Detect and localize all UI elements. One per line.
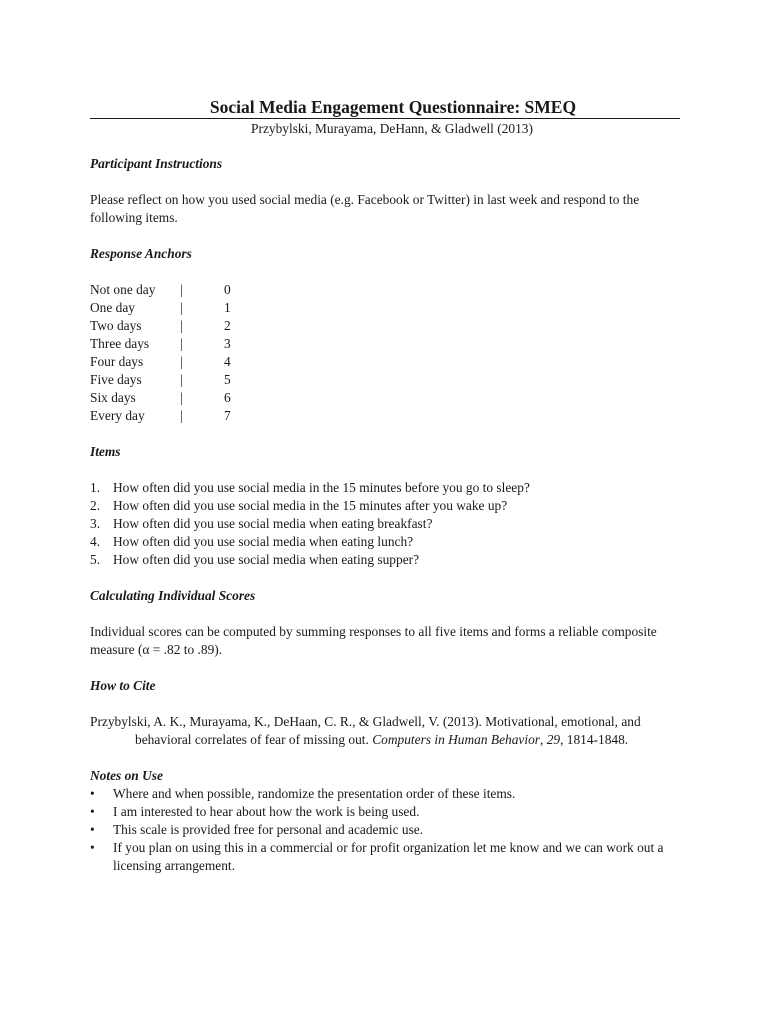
scores-heading: Calculating Individual Scores	[90, 588, 256, 603]
anchor-label: Four days	[90, 354, 144, 369]
item-number: 3.	[90, 516, 101, 531]
anchor-row	[90, 389, 254, 407]
list-item	[90, 803, 690, 821]
anchor-separator: |	[180, 372, 183, 387]
anchor-row	[90, 335, 254, 353]
item-text: How often did you use social media when eating lunch?	[113, 534, 414, 549]
bullet: •	[90, 804, 95, 819]
anchor-row	[90, 371, 254, 389]
citation-pages: , 1814-1848.	[560, 732, 629, 747]
anchors-table	[90, 281, 254, 425]
anchors-heading: Response Anchors	[90, 246, 192, 261]
citation-journal: Computers in Human Behavior	[372, 732, 540, 747]
anchor-separator: |	[180, 390, 183, 405]
anchor-value: 1	[224, 300, 231, 315]
notes-list	[90, 785, 690, 875]
anchor-label: Two days	[90, 318, 142, 333]
list-item	[90, 551, 690, 569]
list-item	[90, 785, 690, 803]
instructions-text: Please reflect on how you used social media (e.g. Facebook or Twitter) in last week and respond to the following items.	[90, 192, 640, 225]
anchor-value: 5	[224, 372, 231, 387]
citation-comma: ,	[539, 732, 547, 747]
anchor-label: Six days	[90, 390, 136, 405]
list-item	[90, 533, 690, 551]
note-text: This scale is provided free for personal and academic use.	[113, 822, 424, 837]
anchor-separator: |	[180, 300, 183, 315]
citation	[90, 713, 690, 749]
notes-heading: Notes on Use	[90, 768, 163, 783]
anchor-row	[90, 317, 254, 335]
anchor-value: 0	[224, 282, 231, 297]
list-item	[90, 479, 690, 497]
item-number: 2.	[90, 498, 101, 513]
note-text: Where and when possible, randomize the presentation order of these items.	[113, 786, 516, 801]
anchor-label: One day	[90, 300, 135, 315]
anchor-value: 2	[224, 318, 231, 333]
note-text: If you plan on using this in a commercial or for profit organization let me know and we can work out a licensing arrangement.	[113, 840, 664, 873]
list-item	[90, 839, 690, 875]
anchor-row	[90, 353, 254, 371]
anchor-label: Five days	[90, 372, 142, 387]
title-rule	[90, 118, 680, 119]
instructions-heading: Participant Instructions	[90, 156, 223, 171]
item-text: How often did you use social media when eating supper?	[113, 552, 420, 567]
anchor-separator: |	[180, 282, 183, 297]
list-item	[90, 497, 690, 515]
anchor-label: Not one day	[90, 282, 156, 297]
anchor-separator: |	[180, 336, 183, 351]
list-item	[90, 821, 690, 839]
document-title: Social Media Engagement Questionnaire: SMEQ	[209, 97, 577, 117]
anchor-row	[90, 407, 254, 425]
bullet: •	[90, 786, 95, 801]
item-number: 4.	[90, 534, 101, 549]
anchor-value: 6	[224, 390, 231, 405]
bullet: •	[90, 840, 95, 855]
anchor-value: 3	[224, 336, 231, 351]
item-number: 5.	[90, 552, 101, 567]
anchor-separator: |	[180, 354, 183, 369]
anchor-separator: |	[180, 408, 183, 423]
scores-text: Individual scores can be computed by summing responses to all five items and forms a reliable composite measure (α = .82 to .89).	[90, 624, 657, 657]
cite-heading: How to Cite	[90, 678, 156, 693]
anchor-row	[90, 281, 254, 299]
anchor-label: Three days	[90, 336, 150, 351]
items-heading: Items	[90, 444, 121, 459]
document-authors: Przybylski, Murayama, DeHann, & Gladwell (2013)	[251, 121, 533, 136]
item-number: 1.	[90, 480, 101, 495]
item-text: How often did you use social media in the 15 minutes before you go to sleep?	[113, 480, 530, 495]
anchor-row	[90, 299, 254, 317]
anchor-value: 4	[224, 354, 231, 369]
anchor-value: 7	[224, 408, 231, 423]
anchor-separator: |	[180, 318, 183, 333]
note-text: I am interested to hear about how the work is being used.	[113, 804, 420, 819]
item-text: How often did you use social media when eating breakfast?	[113, 516, 433, 531]
bullet: •	[90, 822, 95, 837]
items-list	[90, 479, 690, 569]
citation-authors-title: Przybylski, A. K., Murayama, K., DeHaan, C. R., & Gladwell, V. (2013). Motivational, emotional, and behavioral correlates of fear of missing out.	[90, 714, 641, 747]
citation-volume: 29	[546, 732, 561, 747]
list-item	[90, 515, 690, 533]
anchor-label: Every day	[90, 408, 145, 423]
document-content	[90, 96, 690, 875]
item-text: How often did you use social media in the 15 minutes after you wake up?	[113, 498, 508, 513]
